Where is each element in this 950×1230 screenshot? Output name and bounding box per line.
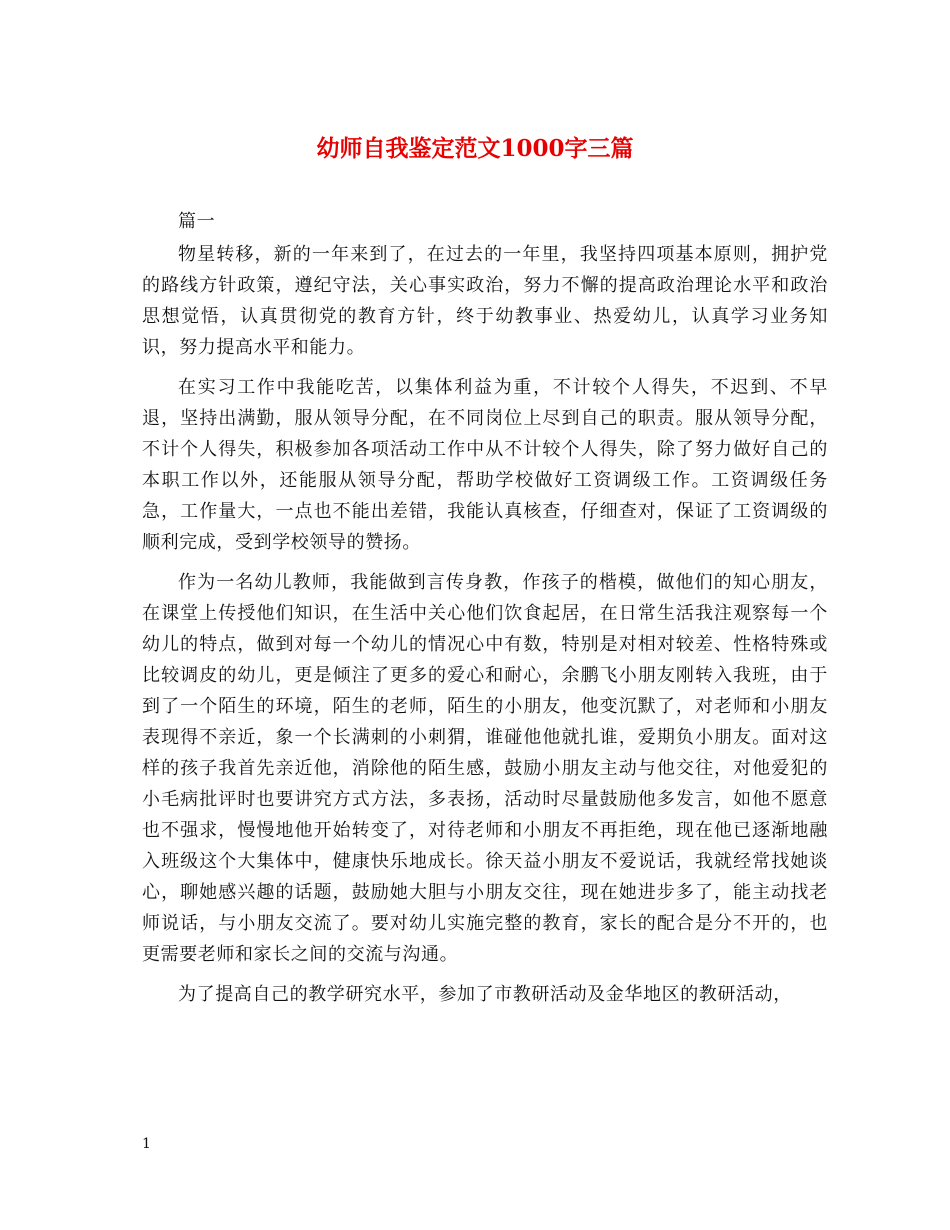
document-title: 幼师自我鉴定范文1000字三篇 bbox=[316, 135, 634, 162]
body-paragraph-2: 在实习工作中我能吃苦，以集体利益为重，不计较个人得失，不迟到、不早退，坚持出满勤，服从领导分配，在不同岗位上尽到自己的职责。服从领导分配，不计个人得失，积极参加各项活动工作中从不计较个人得失，除了努力做好自己的本职工作以外，还能服从领导分配，帮助学校做好工资调级工作。工资调级任务急，工作量大，一点也不能出差错，我能认真核查，仔细查对，保证了工资调级的顺利完成，受到学校领导的赞扬。 bbox=[142, 377, 828, 553]
document-body bbox=[142, 206, 828, 1010]
body-paragraph-1: 物星转移，新的一年来到了，在过去的一年里，我坚持四项基本原则，拥护党的路线方针政策，遵纪守法，关心事实政治，努力不懈的提高政治理论水平和政治思想觉悟，认真贯彻党的教育方针，终于幼教事业、热爱幼儿，认真学习业务知识，努力提高水平和能力。 bbox=[142, 244, 828, 358]
section-heading: 篇一 bbox=[178, 211, 216, 232]
body-paragraph-3: 作为一名幼儿教师，我能做到言传身教，作孩子的楷模，做他们的知心朋友，在课堂上传授他们知识，在生活中关心他们饮食起居，在日常生活我注观察每一个幼儿的特点，做到对每一个幼儿的情况心中有数，特别是对相对较差、性格特殊或比较调皮的幼儿，更是倾注了更多的爱心和耐心，余鹏飞小朋友刚转入我班，由于到了一个陌生的环境，陌生的老师，陌生的小朋友，他变沉默了，对老师和小朋友表现得不亲近，象一个长满刺的小刺猬，谁碰他他就扎谁，爱期负小朋友。面对这样的孩子我首先亲近他，消除他的陌生感，鼓励小朋友主动与他交往，对他爱犯的小毛病批评时也要讲究方式方法，多表扬，活动时尽量鼓励他多发言，如他不愿意也不强求，慢慢地他开始转变了，对待老师和小朋友不再拒绝，现在他已逐渐地融入班级这个大集体中，健康快乐地成长。徐天益小朋友不爱说话，我就经常找她谈心，聊她感兴趣的话题，鼓励她大胆与小朋友交往，现在她进步多了，能主动找老师说话，与小朋友交流了。要对幼儿实施完整的教育，家长的配合是分不开的，也更需要老师和家长之间的交流与沟通。 bbox=[142, 572, 828, 965]
body-paragraph-4: 为了提高自己的教学研究水平，参加了市教研活动及金华地区的教研活动， bbox=[178, 984, 792, 1005]
page-number: 1 bbox=[142, 1136, 151, 1152]
